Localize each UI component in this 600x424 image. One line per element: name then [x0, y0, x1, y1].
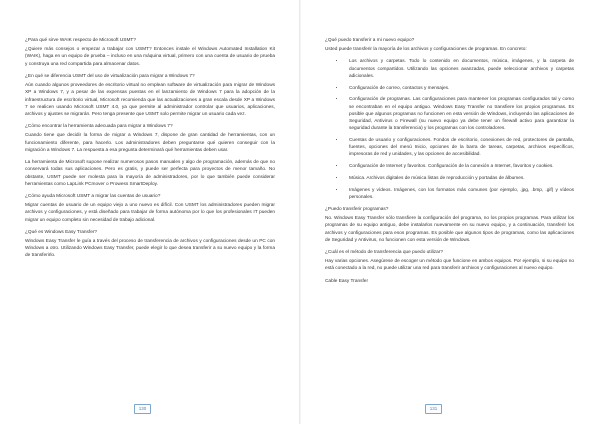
- paragraph: Hay varias opciones. Asegúrese de escoger un método que funcione en ambos equipos. Por ejemplo, si su equipo no está conectado a la red, no puede utilizar una red para transferir archivos y configuraciones al nuevo equipo.: [325, 259, 574, 272]
- list-item: • Configuración de programas. Las configuraciones para mantener los programas configurados tal y como se encontraban en el equipo antiguo. Windows Easy Transfer no transfiere los propios programas. Es posible que algunos programas no funcionen en esta versión de Windows, incluyendo las aplicaciones de Seguridad, Antivirus o Firewall (su nuevo equipo ya debe tener un firewall activo para garantizar la seguridad durante la transferencia) y los programas con los controladores.: [345, 96, 574, 132]
- paragraph: No. Windows Easy Transfer sólo transfiere la configuración del programa, no los propios programas. Para utilizar los programas de su equipo antiguo, debe instalarlos nuevamente en su nuevo equipo, y a continuación, transferir los archivos y configuraciones para esos programas. Es posible que algunos tipos de programas, como las aplicaciones de Seguridad y Antivirus, no funcionen con esta versión de Windows.: [325, 216, 574, 243]
- question-heading: ¿Cuál es el método de transferencia que puedo utilizar?: [325, 250, 444, 256]
- list-item: • Configuración de Internet y favoritos. Configuración de la conexión a Internet, favoritos y cookies.: [345, 163, 574, 170]
- paragraph: Cuando tiene que decidir la forma de migrar a Windows 7, dispone de gran cantidad de herramientas, con un funcionamiento diferente, para hacerlo. Los administradores deben preguntarse qué quieren conseguir con la migración a Windows 7. La respuesta a esa pregunta determinará qué herramientas deben usar.: [25, 133, 275, 153]
- question-heading: ¿Cómo encontrar la herramienta adecuada para migrar a Windows 7?: [25, 124, 173, 130]
- question-heading: ¿Puedo transferir programas?: [325, 206, 389, 212]
- paragraph: Aún cuando algunos proveedores de escritorio virtual no emplean software de virtualización para migrar de Windows XP a Windows 7, y a pesar de las expensas puestas en el lanzamiento de Windows 7 para la adopción de la infraestructura de escritorio virtual, Microsoft recomienda que las actualizaciones a gran escala desde XP a Windows 7 se realicen usando Microsoft USMT 4.0, ya que permite al administrador controlar que usuarios, aplicaciones, archivos y ajustes se migrarán. Pero tenga presente que USMT solo permite migrar un usuario cada vez.: [25, 83, 275, 117]
- paragraph: Usted puede transferir la mayoría de los archivos y configuraciones de programas. En concreto:: [325, 47, 527, 53]
- list-item: • Música. Archivos digitales de música listas de reproducción y portadas de álbumes.: [345, 175, 574, 182]
- question-heading: ¿Qué puedo transferir a mi nuevo equipo?: [325, 38, 415, 43]
- paragraph: Windows Easy Transfer le guía a través del proceso de transferencia de archivos y configuraciones desde un PC con Windows a otro. Utilizando Windows Easy Transfer, puede elegir lo que desea transferir a su nuevo equipo y la forma de transferirlo.: [25, 239, 275, 259]
- right-page: [300, 0, 600, 424]
- list-item: • Imágenes y vídeos. Imágenes, con los formatos más comunes (por ejemplo, .jpg, .bmp, .gif) y vídeos personales.: [345, 187, 574, 201]
- transfer-item-list: [325, 58, 574, 201]
- question-heading: ¿En qué se diferencia USMT del uso de virtualización para migrar a Windows 7?: [25, 73, 195, 79]
- question-heading: ¿Qué es Windows Easy Transfer?: [25, 229, 98, 235]
- list-item: • Configuración de correo, contactos y mensajes.: [345, 85, 574, 92]
- page-number: 130: [134, 404, 151, 414]
- paragraph: ¿Quiere más consejos o empezar a trabajar con USMT? Entonces instale el Windows Automated Installation Kit (WAIK), haga en un equipo de prueba – incluso en una máquina virtual, primero con una cuenta de usuario de prueba y construya una red compartida para almacenar datos.: [25, 47, 275, 67]
- list-item: • Los archivos y carpetas. Todo lo contenido en documentos, música, imágenes, y la carpeta de documentos compartidos. Utilizando las opciones avanzadas, puede seleccionar archivos y carpetas adicionales.: [345, 58, 574, 80]
- question-heading: ¿Para qué sirve WAIK respecto de Microsoft USMT?: [25, 38, 136, 43]
- list-item: • Cuentas de usuario y configuraciones. Fondos de escritorio, conexiones de red, protectores de pantalla, fuentes, opciones del menú Inicio, opciones de la barra de tareas, carpetas, archivos específicos, impresoras de red y unidades, y las opciones de accesibilidad.: [345, 137, 574, 159]
- paragraph: Migrar cuentas de usuario de un equipo viejo a uno nuevo es difícil. Con USMT los administradores pueden migrar archivos y configuraciones, y está diseñado para trabajar de forma autónoma por lo que los profesionales IT pueden migrar un equipo completo sin necesidad de trabajo adicional.: [25, 203, 275, 223]
- question-heading: ¿Cómo ayuda Microsoft USMT a migrar las cuentas de usuario?: [25, 193, 161, 199]
- page-number: 131: [425, 404, 442, 414]
- paragraph: Cable Easy Transfer: [325, 278, 369, 284]
- paragraph: La herramienta de Microsoft supone realizar numerosos pasos manuales y algo de programación, además de que no conservará todas sus aplicaciones. Pero es gratis, y puede ser perfecta para proyectos de menor tamaño. No obstante, USMT puede ser molesta para la mayoría de administradores, por lo que también puede considerar herramientas como LapLink PCmover o Prowess SmartDeploy.: [25, 160, 275, 187]
